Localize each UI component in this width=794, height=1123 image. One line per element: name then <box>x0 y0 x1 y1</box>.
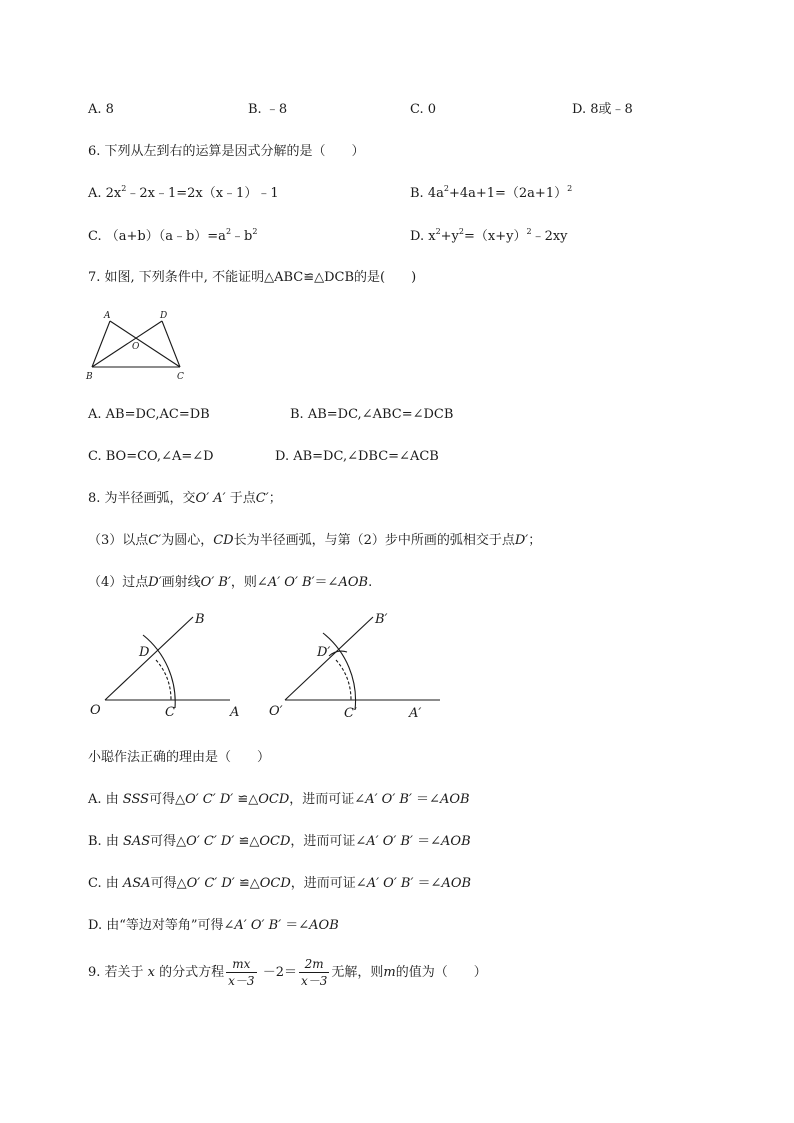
label-o: O <box>90 703 101 718</box>
q5-option-b: B. ﹣8 <box>248 102 288 117</box>
q7-option-b: B. AB=DC,∠ABC=∠DCB <box>290 407 454 422</box>
dashed-cd <box>156 660 171 700</box>
q8-figure-original <box>85 605 260 725</box>
segment-ac <box>110 321 180 367</box>
q6-option-b: B. $4a^2+4a+1=(2a+1)^2$ <box>410 184 573 201</box>
q5-option-a: A. 8 <box>88 102 114 117</box>
q5-option-d: D. 8或﹣8 <box>572 102 633 117</box>
label-c-prime: C′ <box>344 706 357 721</box>
q7-option-a: A. AB=DC,AC=DB <box>88 407 210 422</box>
q8-figure-copy <box>265 605 450 725</box>
q6-option-a: A. $2x^2﹣2x﹣1=2x(x﹣1)﹣1$ <box>88 184 279 201</box>
q7-stem: 7. 如图, 下列条件中, 不能证明△ABC≌△DCB的是( ) <box>88 270 417 285</box>
q8-option-c: C. 由 ASA可得△O′ C′ D′ ≌△OCD，进而可证∠A′ O′ B′ ＝∠AOB <box>88 876 472 891</box>
q6-stem: 6. 下列从左到右的运算是因式分解的是（ ） <box>88 144 365 159</box>
label-b: B <box>86 372 93 382</box>
label-b-prime: B′ <box>375 612 388 627</box>
segment-bd <box>92 321 162 367</box>
label-b: B <box>195 612 205 627</box>
fraction-mx: $\frac{mx}{x-3}$ <box>228 957 255 988</box>
q6-option-c: C. $(a+b)(a﹣b)=a^2﹣b^2$ <box>88 227 258 244</box>
q8-option-a: A. 由 SSS可得△O′ C′ D′ ≌△OCD，进而可证∠A′ O′ B′ ＝∠AOB <box>88 792 470 807</box>
label-o-prime: O′ <box>269 704 283 719</box>
q7-option-c: C. BO=CO,∠A=∠D <box>88 449 214 464</box>
fraction-2m: $\frac{2m}{x-3}$ <box>300 957 328 988</box>
segment-cd <box>162 321 180 367</box>
q8-line-1: 8. 为半径画弧，交O′ A′ 于点C′； <box>88 491 282 506</box>
q5-option-c: C. 0 <box>410 102 437 117</box>
label-a-prime: A′ <box>409 706 422 721</box>
q8-line-3: （4）过点D′画射线O′ B′，则∠A′ O′ B′＝∠AOB. <box>88 575 373 590</box>
label-d: D <box>160 311 168 321</box>
label-o: O <box>132 342 140 352</box>
q9-stem: 9. 若关于 x 的分式方程 $\frac{mx}{x-3}$ －2＝ $\frac{2m}{x-3}$ 无解，则m的值为（ ） <box>88 957 487 988</box>
q6-option-d: D. $x^2+y^2=(x+y)^2﹣2xy$ <box>410 227 568 244</box>
q8-option-b: B. 由 SAS可得△O′ C′ D′ ≌△OCD，进而可证∠A′ O′ B′ ＝∠AOB <box>88 834 471 849</box>
q7-option-d: D. AB=DC,∠DBC=∠ACB <box>275 449 439 464</box>
q8-line-2: （3）以点C′为圆心，CD长为半径画弧，与第（2）步中所画的弧相交于点D′； <box>88 533 542 548</box>
label-a: A <box>230 705 240 720</box>
q7-figure <box>80 305 200 385</box>
label-a: A <box>104 311 111 321</box>
label-c: C <box>177 372 184 382</box>
q8-reason-stem: 小聪作法正确的理由是（ ） <box>88 750 271 765</box>
q8-option-d: D. 由“等边对等角”可得∠A′ O′ B′ ＝∠AOB <box>88 918 339 933</box>
label-d-prime: D′ <box>317 645 331 660</box>
label-c: C <box>165 705 175 720</box>
label-d: D <box>139 645 150 660</box>
segment-ba <box>92 321 110 367</box>
